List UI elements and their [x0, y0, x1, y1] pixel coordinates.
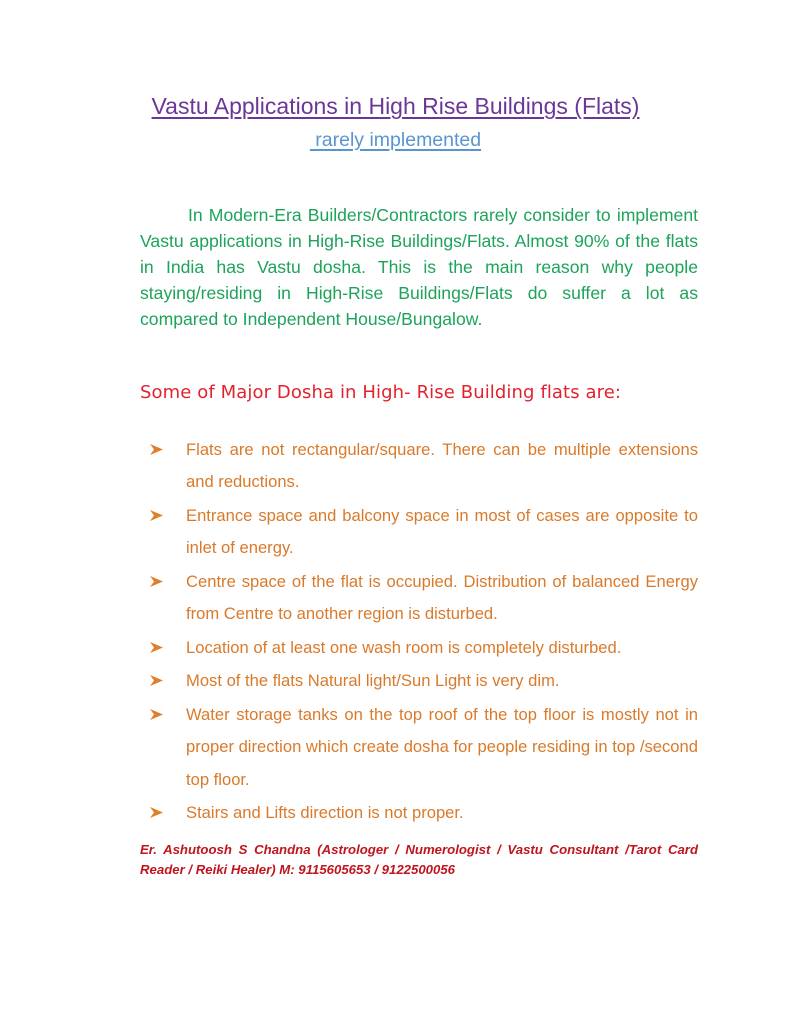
- list-item: [150, 632, 698, 664]
- document-subtitle: rarely implemented: [309, 129, 482, 151]
- arrowhead-icon: [150, 443, 163, 456]
- list-item: [150, 797, 698, 829]
- list-item: [150, 665, 698, 697]
- arrowhead-icon: [150, 575, 163, 588]
- list-item: [150, 434, 698, 498]
- list-item-text: Location of at least one wash room is completely disturbed.: [186, 637, 622, 657]
- intro-paragraph: In Modern-Era Builders/Contractors rarely consider to implement Vastu applications in High-Rise Buildings/Flats. Almost 90% of the flats in India has Vastu dosha. This is the main reason why people staying/residing in High-Rise Buildings/Flats do suffer a lot as compared to Independent House/Bungalow.: [140, 205, 698, 329]
- list-item-text: Most of the flats Natural light/Sun Light is very dim.: [186, 671, 560, 691]
- list-item-text: Entrance space and balcony space in most of cases are opposite to inlet of energy.: [186, 505, 698, 558]
- arrowhead-icon: [150, 806, 163, 819]
- arrowhead-icon: [150, 509, 163, 522]
- dosha-heading: Some of Major Dosha in High- Rise Building flats are:: [140, 382, 622, 403]
- list-item: [150, 500, 698, 564]
- arrowhead-icon: [150, 674, 163, 687]
- list-item-text: Flats are not rectangular/square. There can be multiple extensions and reductions.: [186, 440, 698, 492]
- document-title: Vastu Applications in High Rise Buildings (Flats): [151, 93, 640, 119]
- arrowhead-icon: [150, 708, 163, 721]
- list-item-text: Water storage tanks on the top roof of the top floor is mostly not in proper direction which create dosha for people residing in top /second top floor.: [186, 705, 698, 789]
- list-item-text: Centre space of the flat is occupied. Distribution of balanced Energy from Centre to another region is disturbed.: [186, 571, 698, 624]
- list-item: [150, 566, 698, 630]
- author-credit: Er. Ashutoosh S Chandna (Astrologer / Numerologist / Vastu Consultant /Tarot Card Reader / Reiki Healer) M: 9115605653 / 9122500056: [140, 842, 698, 877]
- list-item-text: Stairs and Lifts direction is not proper.: [186, 803, 464, 823]
- dosha-list: [150, 434, 698, 831]
- list-item: [150, 699, 698, 796]
- arrowhead-icon: [150, 641, 163, 654]
